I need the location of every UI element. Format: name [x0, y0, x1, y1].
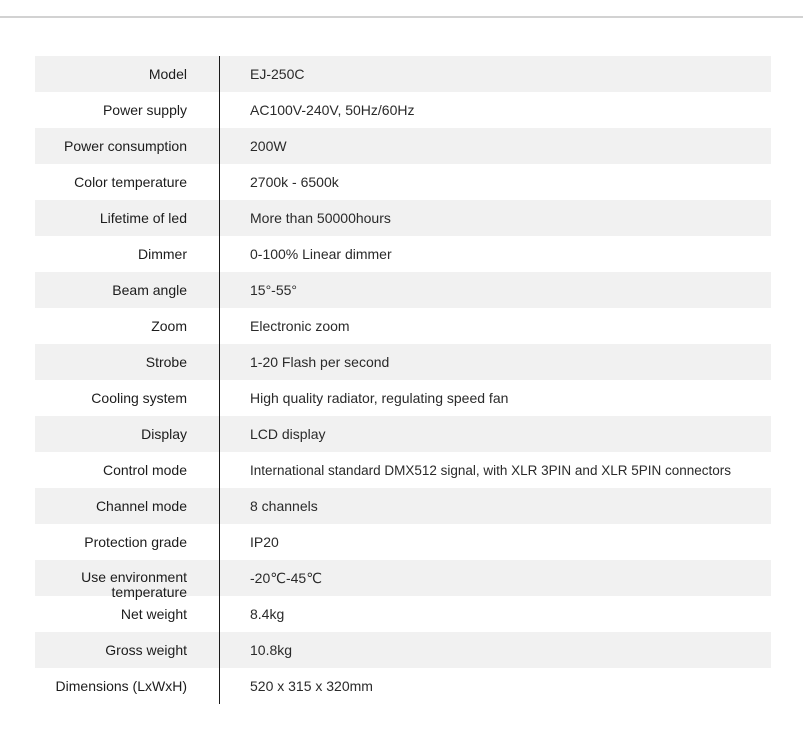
spec-label: Channel mode: [95, 497, 187, 514]
spec-value: -20℃-45℃: [250, 569, 322, 586]
spec-row-power-consumption: [35, 128, 771, 164]
spec-row-color-temperature: [35, 164, 771, 200]
spec-row-zoom: [35, 308, 771, 344]
spec-row-cooling-system: [35, 380, 771, 416]
spec-label: Color temperature: [74, 173, 187, 190]
spec-row-strobe: [35, 344, 771, 380]
spec-row-protection-grade: [35, 524, 771, 560]
spec-value: IP20: [250, 534, 279, 550]
spec-row-control-mode: [35, 452, 771, 488]
spec-row-power-supply: [35, 92, 771, 128]
spec-value: AC100V-240V, 50Hz/60Hz: [250, 102, 415, 118]
spec-value: 10.8kg: [250, 642, 293, 658]
spec-label: Cooling system: [91, 389, 187, 406]
spec-value: 8 channels: [250, 498, 318, 514]
spec-row-channel-mode: [35, 488, 771, 524]
spec-label: Zoom: [151, 317, 187, 334]
spec-value: 200W: [250, 138, 287, 154]
spec-label: Gross weight: [105, 641, 187, 658]
spec-label: Power supply: [102, 101, 187, 118]
spec-label: Net weight: [120, 605, 187, 622]
spec-label: Lifetime of led: [99, 209, 187, 226]
spec-row-net-weight: [35, 596, 771, 632]
spec-row-dimmer: [35, 236, 771, 272]
spec-value: 520 x 315 x 320mm: [250, 678, 373, 694]
spec-label: Dimensions (LxWxH): [55, 677, 187, 694]
spec-value: More than 50000hours: [250, 210, 391, 226]
spec-row-gross-weight: [35, 632, 771, 668]
spec-row-display: [35, 416, 771, 452]
spec-label: Model: [148, 65, 187, 82]
spec-row-model: [35, 56, 771, 92]
spec-label: Display: [141, 425, 187, 442]
spec-label: Beam angle: [112, 281, 187, 298]
spec-value: 2700k - 6500k: [250, 174, 339, 190]
spec-value: 1-20 Flash per second: [250, 354, 390, 370]
spec-value: International standard DMX512 signal, with XLR 3PIN and XLR 5PIN connectors: [250, 462, 732, 478]
spec-row-beam-angle: [35, 272, 771, 308]
spec-label: Protection grade: [84, 533, 187, 550]
spec-row-dimensions: [35, 668, 771, 704]
spec-value: EJ-250C: [250, 66, 305, 82]
spec-value: High quality radiator, regulating speed fan: [250, 390, 509, 406]
spec-row-lifetime-of-led: [35, 200, 771, 236]
specifications-table: [35, 56, 771, 704]
spec-label: Power consumption: [64, 137, 187, 154]
spec-label: Control mode: [102, 461, 187, 478]
spec-value: LCD display: [250, 426, 326, 442]
spec-label: Strobe: [145, 353, 187, 370]
spec-value: 8.4kg: [250, 606, 285, 622]
top-divider-line: [0, 16, 803, 18]
spec-row-use-environment-temperature: [35, 560, 771, 600]
spec-label: Dimmer: [138, 245, 187, 262]
spec-value: 0-100% Linear dimmer: [250, 246, 392, 262]
spec-value: 15°-55°: [250, 282, 298, 298]
spec-value: Electronic zoom: [250, 318, 350, 334]
spec-label: Use environment temperature: [81, 568, 187, 600]
